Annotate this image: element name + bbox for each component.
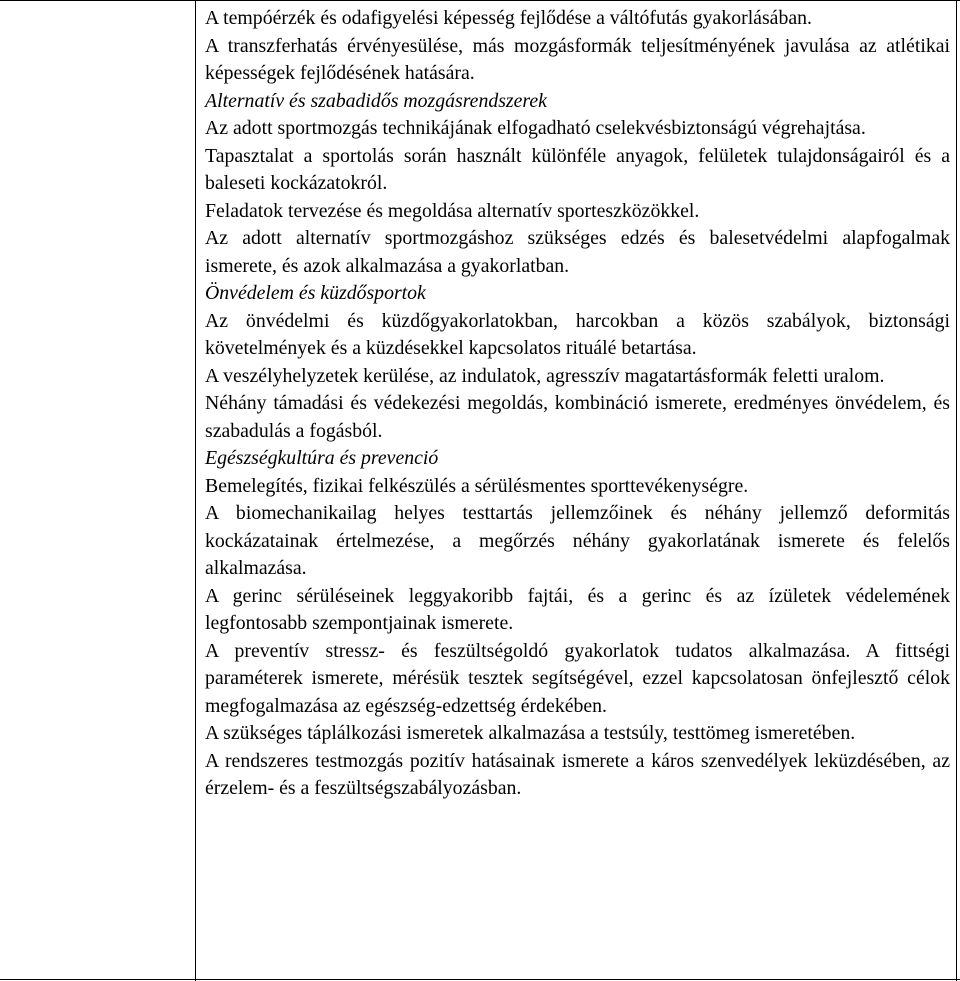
paragraph: A rendszeres testmozgás pozitív hatásainak ismerete a káros szenvedélyek leküzdésében, az érzelem- és a feszültségszabályozásban. xyxy=(205,749,950,799)
paragraph: A veszélyhelyzetek kerülése, az indulatok, agresszív magatartásformák feletti uralom. xyxy=(205,364,885,387)
content-text xyxy=(205,5,950,803)
paragraph: A transzferhatás érvényesülése, más mozgásformák teljesítményének javulása az atlétikai képességek fejlődésének hatására. xyxy=(205,34,950,84)
paragraph: Az adott sportmozgás technikájának elfogadható cselekvésbiztonságú végrehajtása. xyxy=(205,117,866,139)
section-heading: Önvédelem és küzdősportok xyxy=(205,282,426,304)
paragraph: A preventív stressz- és feszültségoldó gyakorlatok tudatos alkalmazása. A fittségi paraméterek ismerete, mérésük tesztek segítségével, ezzel kapcsolatosan önfejlesztő célok megfogalmazása az egészség-edzettség érdekében. xyxy=(205,639,950,717)
empty-left-cell xyxy=(0,1,196,981)
paragraph: Az önvédelmi és küzdőgyakorlatokban, harcokban a közös szabályok, biztonsági követelmények és a küzdésekkel kapcsolatos rituálé betartása. xyxy=(205,309,950,359)
section-heading: Alternatív és szabadidős mozgásrendszerek xyxy=(205,89,547,112)
paragraph: Tapasztalat a sportolás során használt különféle anyagok, felületek tulajdonságairól és a baleseti kockázatokról. xyxy=(205,144,950,194)
paragraph: A szükséges táplálkozási ismeretek alkalmazása a testsúly, testtömeg ismeretében. xyxy=(205,722,856,744)
content-cell xyxy=(197,1,957,981)
paragraph: Az adott alternatív sportmozgáshoz szükséges edzés és balesetvédelmi alapfogalmak ismerete, és azok alkalmazása a gyakorlatban. xyxy=(205,227,950,277)
section-heading: Egészségkultúra és prevenció xyxy=(205,447,439,469)
paragraph: A tempóérzék és odafigyelési képesség fejlődése a váltófutás gyakorlásában. xyxy=(205,7,812,29)
paragraph: Feladatok tervezése és megoldása alternatív sporteszközökkel. xyxy=(205,199,700,222)
paragraph: Néhány támadási és védekezési megoldás, kombináció ismerete, eredményes önvédelem, és szabadulás a fogásból. xyxy=(205,392,950,442)
paragraph: A biomechanikailag helyes testtartás jellemzőinek és néhány jellemző deformitás kockázatainak értelmezése, a megőrzés néhány gyakorlatának ismerete és felelős alkalmazása. xyxy=(205,502,950,579)
paragraph: Bemelegítés, fizikai felkészülés a sérülésmentes sporttevékenységre. xyxy=(205,474,749,497)
paragraph: A gerinc sérüléseinek leggyakoribb fajtái, és a gerinc és az ízületek védelemének legfontosabb szempontjainak ismerete. xyxy=(205,584,950,634)
